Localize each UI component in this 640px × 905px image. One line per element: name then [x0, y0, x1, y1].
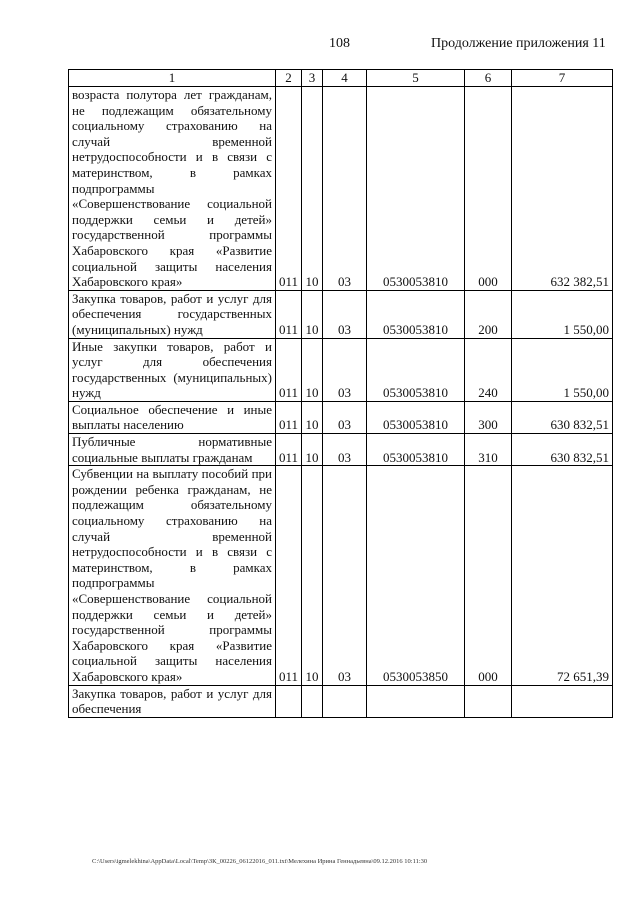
cell-target: 0530053850 [367, 466, 465, 685]
col-header-2: 2 [276, 70, 302, 87]
cell-subsection: 03 [323, 401, 367, 433]
page-caption: Продолжение приложения 11 [431, 36, 606, 51]
table-row [69, 466, 613, 685]
cell-expense-type: 000 [465, 466, 512, 685]
cell-ministry: 011 [276, 434, 302, 466]
file-path-footer: C:\Users\igmelekhina\AppData\Local\Temp\ЗК_00226_06122016_011.txt\Мелехина Ирина Геннадьевна\09.12.2016 10:11:30 [92, 858, 428, 865]
table-row [69, 338, 613, 401]
cell-target: 0530053810 [367, 290, 465, 338]
table-row [69, 87, 613, 291]
cell-ministry: 011 [276, 401, 302, 433]
cell-section: 10 [302, 434, 323, 466]
page-number: 108 [329, 36, 350, 51]
column-number-row [69, 70, 613, 87]
row-name: возраста полутора лет гражданам, не подлежащим обязательному социальному страхованию на случай временной нетрудоспособности и в связи с материнством, в рамках подпрограммы «Совершенствование социальной поддержки семьи и детей» государственной программы Хабаровского края «Развитие социальной защиты населения Хабаровского края» [69, 87, 276, 291]
cell-amount: 72 651,39 [512, 466, 613, 685]
cell-amount: 630 832,51 [512, 401, 613, 433]
cell-section: 10 [302, 401, 323, 433]
cell-target: 0530053810 [367, 87, 465, 291]
row-name: Публичные нормативные социальные выплаты гражданам [69, 434, 276, 466]
table-row [69, 290, 613, 338]
table-row [69, 401, 613, 433]
cell-amount: 632 382,51 [512, 87, 613, 291]
budget-table [68, 69, 613, 718]
col-header-1: 1 [69, 70, 276, 87]
cell-ministry: 011 [276, 338, 302, 401]
cell-expense-type [465, 685, 512, 717]
cell-subsection: 03 [323, 87, 367, 291]
col-header-6: 6 [465, 70, 512, 87]
cell-expense-type: 300 [465, 401, 512, 433]
budget-table-container [68, 69, 612, 718]
cell-subsection: 03 [323, 434, 367, 466]
cell-subsection: 03 [323, 338, 367, 401]
row-name: Закупка товаров, работ и услуг для обеспечения государственных (муниципальных) нужд [69, 290, 276, 338]
col-header-7: 7 [512, 70, 613, 87]
cell-ministry: 011 [276, 87, 302, 291]
table-row [69, 685, 613, 717]
cell-expense-type: 240 [465, 338, 512, 401]
row-name: Иные закупки товаров, работ и услуг для обеспечения государственных (муниципальных) нужд [69, 338, 276, 401]
cell-target: 0530053810 [367, 338, 465, 401]
cell-amount: 1 550,00 [512, 290, 613, 338]
cell-amount: 1 550,00 [512, 338, 613, 401]
cell-target [367, 685, 465, 717]
cell-section: 10 [302, 87, 323, 291]
row-name: Субвенции на выплату пособий при рождении ребенка гражданам, не подлежащим обязательному социальному страхованию на случай временной нетрудоспособности и в связи с материнством, в рамках подпрограммы «Совершенствование социальной поддержки семьи и детей» государственной программы Хабаровского края «Развитие социальной защиты населения Хабаровского края» [69, 466, 276, 685]
cell-ministry [276, 685, 302, 717]
cell-target: 0530053810 [367, 401, 465, 433]
cell-ministry: 011 [276, 290, 302, 338]
row-name: Закупка товаров, работ и услуг для обеспечения [69, 685, 276, 717]
col-header-3: 3 [302, 70, 323, 87]
col-header-5: 5 [367, 70, 465, 87]
row-name: Социальное обеспечение и иные выплаты населению [69, 401, 276, 433]
cell-section [302, 685, 323, 717]
cell-subsection: 03 [323, 466, 367, 685]
cell-expense-type: 310 [465, 434, 512, 466]
cell-section: 10 [302, 466, 323, 685]
cell-target: 0530053810 [367, 434, 465, 466]
cell-section: 10 [302, 290, 323, 338]
cell-expense-type: 200 [465, 290, 512, 338]
cell-subsection: 03 [323, 290, 367, 338]
cell-amount: 630 832,51 [512, 434, 613, 466]
col-header-4: 4 [323, 70, 367, 87]
table-row [69, 434, 613, 466]
cell-subsection [323, 685, 367, 717]
cell-ministry: 011 [276, 466, 302, 685]
cell-expense-type: 000 [465, 87, 512, 291]
cell-amount [512, 685, 613, 717]
cell-section: 10 [302, 338, 323, 401]
